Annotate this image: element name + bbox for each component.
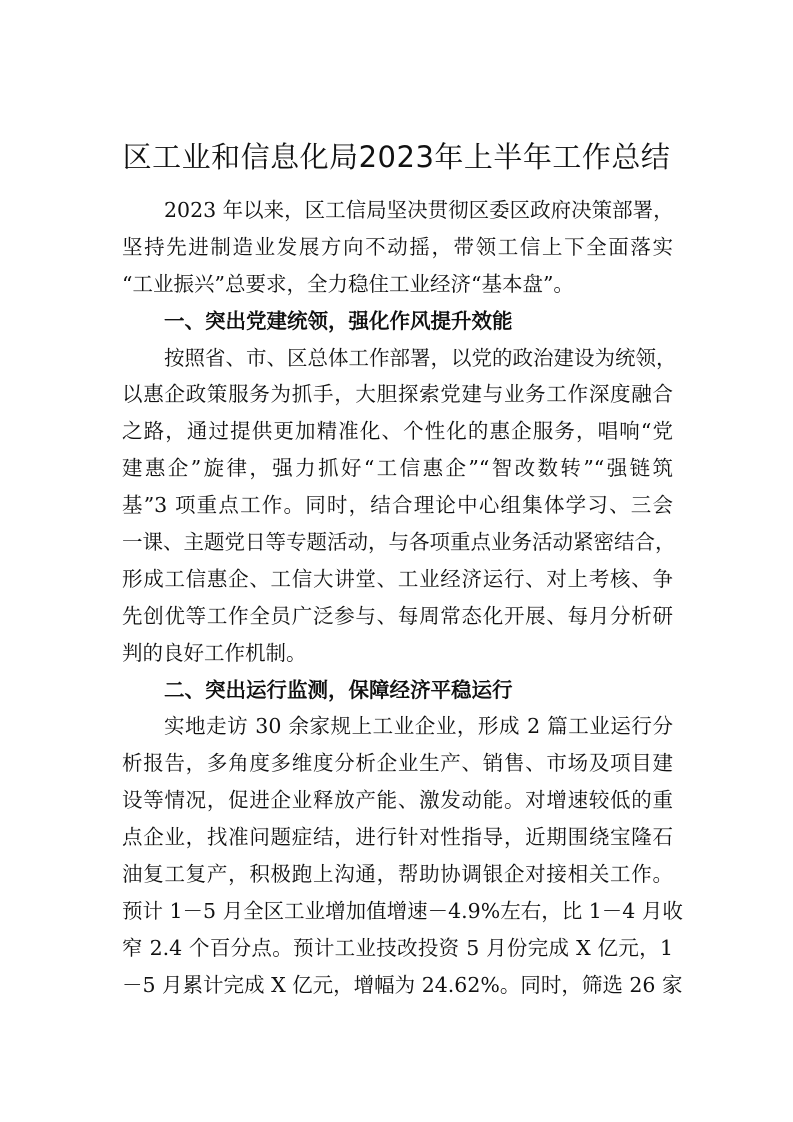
text-line: 设等情况，促进企业释放产能、激发动能。对增速较低的重: [122, 788, 673, 813]
paragraph-intro: [122, 192, 673, 303]
text-line: 一课、主题党日等专题活动，与各项重点业务活动紧密结合，: [122, 530, 676, 555]
text-line: 先创优等工作全员广泛参与、每周常态化开展、每月分析研: [122, 603, 673, 628]
text-line: 2023 年以来，区工信局坚决贯彻区委区政府决策部署，: [164, 198, 674, 222]
text-line: 按照省、市、区总体工作部署，以党的政治建设为统领，: [164, 345, 677, 370]
document-body: [122, 192, 683, 1004]
text-line: 判的良好工作机制。: [122, 640, 307, 665]
text-line: 以惠企政策服务为抓手，大胆探索党建与业务工作深度融合: [122, 382, 673, 407]
text-line: 析报告，多角度多维度分析企业生产、销售、市场及项目建: [122, 751, 673, 776]
paragraph-1: [122, 340, 677, 672]
text-line: 窄 2.4 个百分点。预计工业技改投资 5 月份完成 X 亿元，1: [122, 935, 673, 960]
text-line: －5 月累计完成 X 亿元，增幅为 24.62%。同时，筛选 26 家: [122, 972, 683, 997]
text-line: 基”3 项重点工作。同时，结合理论中心组集体学习、三会: [122, 493, 673, 518]
text-line: “工业振兴”总要求，全力稳住工业经济“基本盘”。: [122, 271, 574, 296]
text-line: 实地走访 30 余家规上工业企业，形成 2 篇工业运行分: [164, 714, 673, 739]
text-line: 之路，通过提供更加精准化、个性化的惠企服务，唱响“党: [122, 419, 673, 444]
text-line: 坚持先进制造业发展方向不动摇，带领工信上下全面落实: [122, 234, 673, 259]
document-title: 区工业和信息化局2023年上半年工作总结: [122, 140, 671, 174]
text-line: 形成工信惠企、工信大讲堂、工业经济运行、对上考核、争: [122, 566, 673, 591]
section-heading-1: 一、突出党建统领，强化作风提升效能: [164, 308, 513, 333]
paragraph-2: [122, 708, 683, 1003]
text-line: 建惠企”旋律，强力抓好“工信惠企”“智改数转”“强链筑: [122, 456, 673, 481]
text-line: 点企业，找准问题症结，进行针对性指导，近期围绕宝隆石: [122, 825, 673, 850]
text-line: 油复工复产，积极跑上沟通，帮助协调银企对接相关工作。: [122, 862, 673, 887]
text-line: 预计 1－5 月全区工业增加值增速－4.9%左右，比 1－4 月收: [122, 898, 683, 923]
section-heading-2: 二、突出运行监测，保障经济平稳运行: [164, 677, 513, 702]
